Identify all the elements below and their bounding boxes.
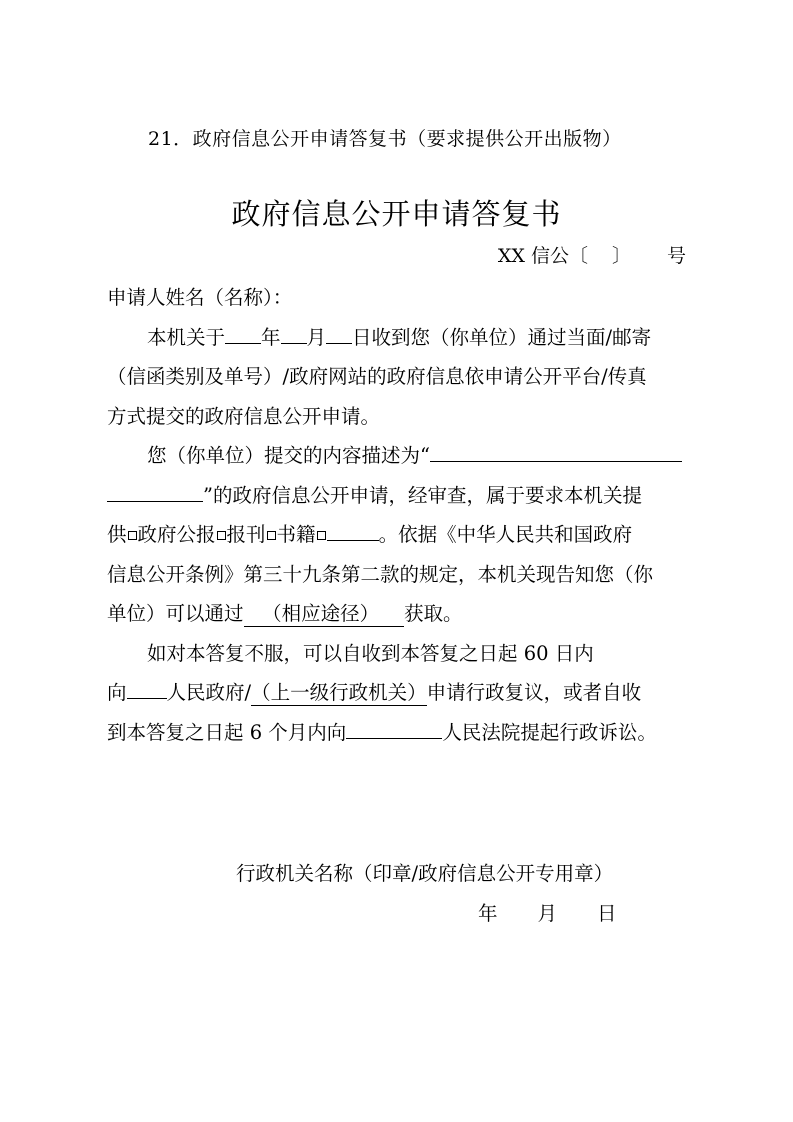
letter-body bbox=[107, 278, 687, 752]
month-label: 月 bbox=[306, 325, 327, 349]
para2-text3b: 。依据《中华人民共和国政府 bbox=[378, 523, 633, 546]
para3-text2c: 申请行政复议，或者自收 bbox=[426, 681, 642, 704]
para3-line2 bbox=[107, 673, 687, 713]
option-periodical: 报刊 bbox=[226, 523, 266, 546]
court-blank bbox=[346, 716, 442, 739]
date-month: 月 bbox=[537, 902, 558, 925]
para1-line3: 方式提交的政府信息公开申请。 bbox=[107, 404, 381, 428]
superior-agency: （上一级行政机关） bbox=[251, 681, 427, 704]
para3-line3 bbox=[107, 713, 687, 753]
doc-number-suffix: 号 bbox=[666, 245, 686, 267]
checkbox-icon bbox=[217, 531, 226, 540]
para2-text5b: 获取。 bbox=[403, 602, 463, 625]
para3-text: 如对本答复不服，可以自收到本答复之日起 60 日内 bbox=[147, 641, 594, 665]
para3-text3b: 人民法院提起行政诉讼。 bbox=[442, 720, 657, 744]
option-book: 书籍 bbox=[276, 523, 316, 546]
date-line bbox=[478, 898, 617, 926]
para1-line1 bbox=[107, 318, 687, 358]
day-blank bbox=[326, 321, 352, 344]
para2-line4: 信息公开条例》第三十九条第二款的规定，本机关现告知您（你 bbox=[107, 562, 654, 586]
para2-text5a: 单位）可以通过 bbox=[107, 602, 244, 625]
date-year: 年 bbox=[478, 902, 498, 925]
document-title: 政府信息公开申请答复书 bbox=[231, 197, 562, 231]
option-gazette: 政府公报 bbox=[137, 523, 216, 546]
para1-text: 本机关于 bbox=[147, 325, 226, 349]
content-description-blank bbox=[430, 439, 682, 462]
checkbox-icon bbox=[128, 531, 137, 540]
month-blank bbox=[281, 321, 307, 344]
access-channel-label: （相应途径） bbox=[262, 602, 380, 625]
other-publication-blank bbox=[327, 518, 379, 541]
checkbox-icon bbox=[317, 531, 326, 540]
doc-number-bracket-close: 〕 bbox=[611, 245, 631, 267]
doc-number-prefix: XX 信公 bbox=[497, 245, 569, 267]
addressee: 申请人姓名（名称）： bbox=[107, 286, 293, 309]
year-label: 年 bbox=[261, 325, 281, 349]
para2-line5 bbox=[107, 594, 687, 634]
document-number bbox=[498, 241, 686, 268]
content-description-blank-2 bbox=[107, 479, 203, 502]
para3-text2b: 人民政府/ bbox=[166, 681, 252, 704]
para2-text2: ”的政府信息公开申请，经审查，属于要求本机关提 bbox=[203, 483, 642, 507]
para2-text: 您（你单位）提交的内容描述为“ bbox=[147, 444, 430, 467]
access-channel bbox=[244, 602, 404, 627]
checkbox-icon bbox=[267, 531, 276, 540]
para3-text2a: 向 bbox=[107, 681, 127, 704]
doc-number-bracket-open: 〔 bbox=[568, 245, 588, 267]
section-title: 21．政府信息公开申请答复书（要求提供公开出版物） bbox=[148, 128, 622, 150]
para3-text3a: 到本答复之日起 6 个月内向 bbox=[107, 720, 347, 744]
para1-day-text: 日收到您（你单位）通过当面/邮寄 bbox=[352, 325, 652, 349]
para1-line2: （信函类别及单号）/政府网站的政府信息依申请公开平台/传真 bbox=[107, 365, 647, 388]
para2-line1 bbox=[107, 436, 687, 476]
government-blank bbox=[127, 676, 167, 699]
agency-signature: 行政机关名称（印章/政府信息公开专用章） bbox=[236, 862, 614, 885]
para3-line1 bbox=[107, 634, 687, 674]
para2-line2 bbox=[107, 476, 687, 516]
year-blank bbox=[225, 321, 261, 344]
date-day: 日 bbox=[597, 902, 617, 925]
para2-text3a: 供 bbox=[107, 523, 127, 546]
para2-line3 bbox=[107, 515, 687, 555]
